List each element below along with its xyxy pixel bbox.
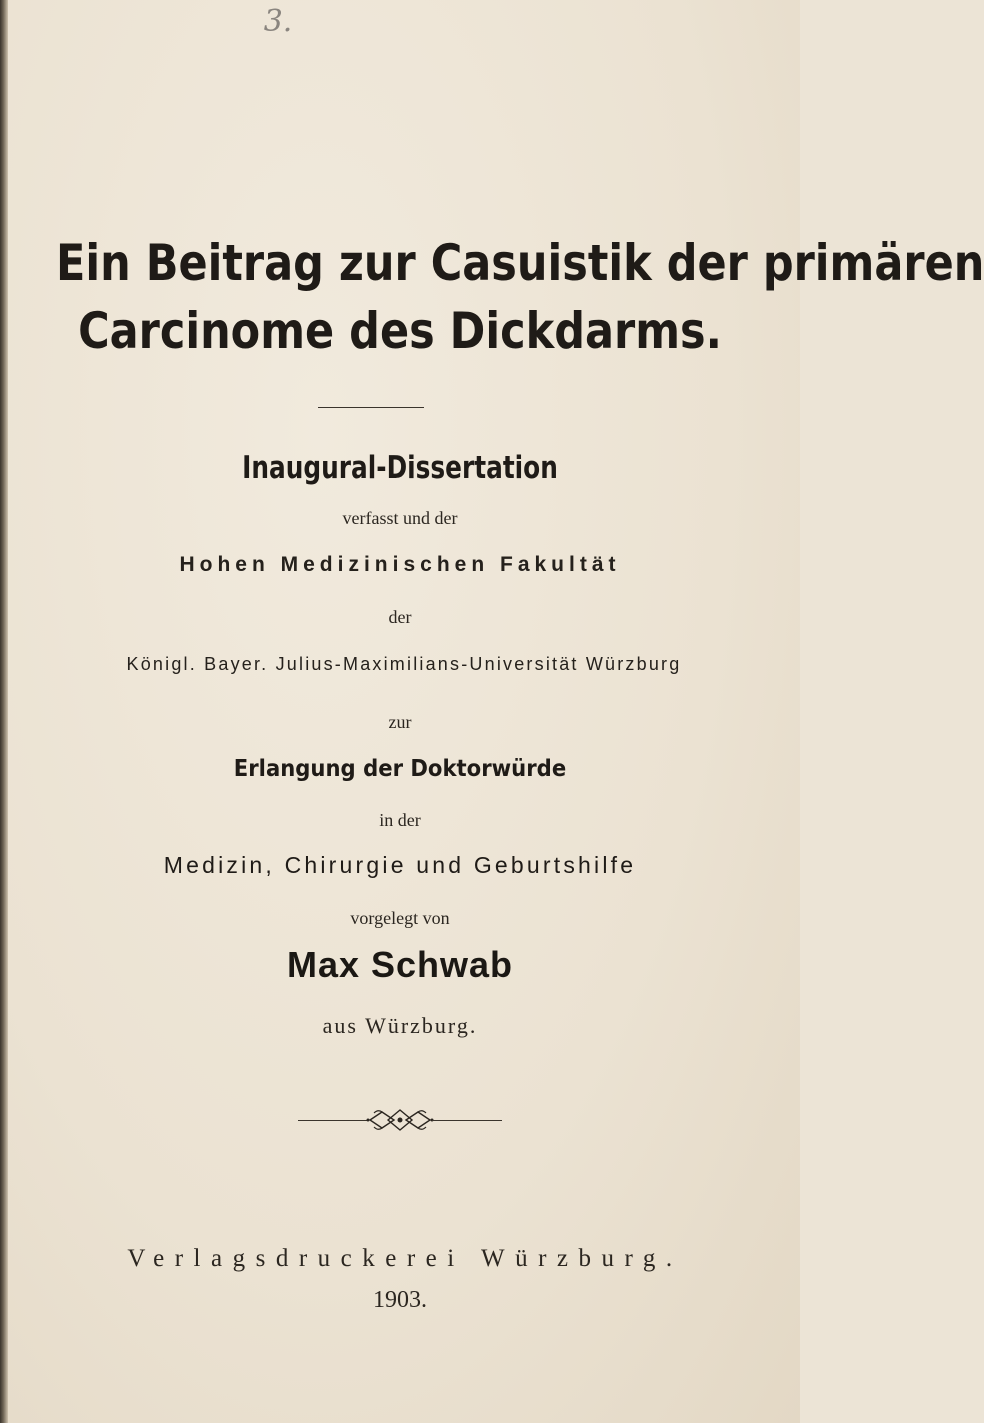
title-divider <box>318 407 424 408</box>
purpose: Erlangung der Doktorwürde <box>233 756 567 782</box>
line-zur: zur <box>388 712 412 732</box>
ornament-icon <box>364 1107 436 1133</box>
author-name: Max Schwab <box>286 944 514 985</box>
title-line-1: Ein Beitrag zur Casuistik der primären <box>56 234 984 292</box>
university: Königl. Bayer. Julius-Maximilians-Universität Würzburg <box>126 654 682 674</box>
line-in-der: in der <box>379 810 421 830</box>
dissertation-type: Inaugural-Dissertation <box>242 450 558 486</box>
ornament <box>0 1105 800 1135</box>
fields: Medizin, Chirurgie und Geburtshilfe <box>163 852 637 878</box>
line-vorgelegt: vorgelegt von <box>350 908 450 928</box>
title-line-2: Carcinome des Dickdarms. <box>78 302 722 360</box>
ornament-line-left <box>298 1120 368 1121</box>
author-origin: aus Würzburg. <box>322 1013 478 1038</box>
publication-year: 1903. <box>373 1287 427 1313</box>
faculty: Hohen Medizinischen Fakultät <box>179 553 621 576</box>
line-verfasst: verfasst und der <box>342 508 458 528</box>
line-der: der <box>388 607 412 627</box>
ornament-line-right <box>432 1120 502 1121</box>
publisher: Verlagsdruckerei Würzburg. <box>127 1245 683 1272</box>
page-number-mark: 3. <box>263 4 293 39</box>
